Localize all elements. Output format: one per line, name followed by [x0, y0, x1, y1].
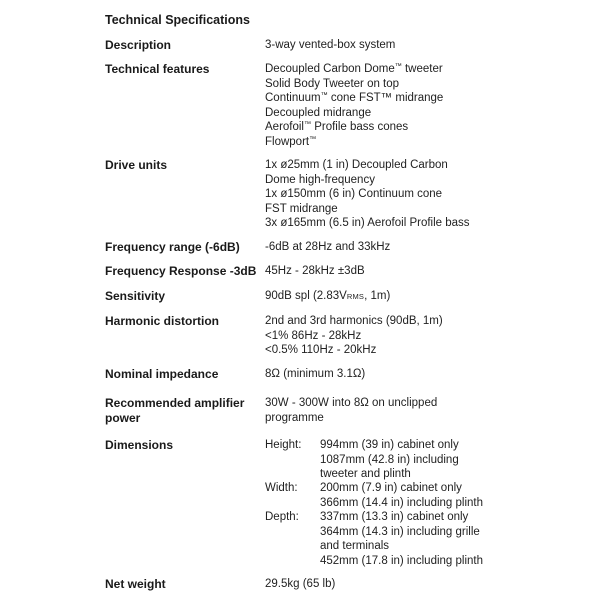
- label-net-weight: Net weight: [105, 577, 166, 591]
- page-title: Technical Specifications: [105, 13, 250, 27]
- feature-line: Decoupled Carbon Dome™ tweeter: [265, 63, 443, 75]
- drive-unit-line: 3x ø165mm (6.5 in) Aerofoil Profile bass: [265, 217, 470, 230]
- value-drive-units: [265, 158, 565, 231]
- feature-line: Flowport™: [265, 135, 317, 148]
- label-harmonic-distortion: Harmonic distortion: [105, 314, 220, 328]
- drive-unit-line: 1x ø25mm (1 in) Decoupled Carbon: [265, 159, 448, 171]
- dimension-value-width: 200mm (7.9 in) cabinet only 366mm (14.4 in) including plinth: [320, 482, 484, 509]
- dimension-value-depth: 337mm (13.3 in) cabinet only 364mm (14.3 in) including grille and terminals 452mm (17.8 in) including plinth: [320, 511, 484, 567]
- feature-line: Aerofoil™ Profile bass cones: [265, 121, 409, 134]
- label-nominal-impedance: Nominal impedance: [105, 367, 219, 381]
- dimension-key-depth: Depth:: [265, 511, 299, 523]
- value-nominal-impedance: 8Ω (minimum 3.1Ω): [265, 368, 366, 380]
- value-net-weight: 29.5kg (65 lb): [265, 578, 336, 590]
- label-description: Description: [105, 38, 172, 52]
- label-technical-features: Technical features: [105, 62, 210, 76]
- value-frequency-range: -6dB at 28Hz and 33kHz: [265, 241, 391, 253]
- label-frequency-response: Frequency Response -3dB: [105, 264, 257, 278]
- label-recommended-amplifier-power: Recommended amplifier power: [105, 396, 245, 425]
- dimension-key-height: Height:: [265, 439, 302, 451]
- label-sensitivity: Sensitivity: [105, 289, 166, 303]
- value-description: 3-way vented-box system: [265, 39, 396, 51]
- value-harmonic-distortion: [265, 314, 565, 358]
- value-technical-features: [265, 62, 565, 150]
- feature-line: Continuum™ cone FST™ midrange: [265, 92, 444, 105]
- dimension-value-height: 994mm (39 in) cabinet only 1087mm (42.8 in) including tweeter and plinth: [320, 439, 459, 481]
- label-dimensions: Dimensions: [105, 438, 174, 452]
- distortion-line: 2nd and 3rd harmonics (90dB, 1m): [265, 315, 443, 327]
- label-frequency-range: Frequency range (-6dB): [105, 240, 240, 254]
- drive-unit-line: Dome high-frequency: [265, 173, 375, 186]
- distortion-line: <0.5% 110Hz - 20kHz: [265, 344, 377, 357]
- value-sensitivity: 90dB spl (2.83VRMS, 1m): [265, 290, 391, 302]
- dimension-key-width: Width:: [265, 482, 298, 494]
- value-recommended-amplifier-power: 30W - 300W into 8Ω on unclipped programme: [265, 397, 438, 424]
- drive-unit-line: 1x ø150mm (6 in) Continuum cone: [265, 188, 443, 201]
- distortion-line: <1% 86Hz - 28kHz: [265, 329, 362, 342]
- label-drive-units: Drive units: [105, 158, 168, 172]
- value-frequency-response: 45Hz - 28kHz ±3dB: [265, 265, 365, 277]
- drive-unit-line: FST midrange: [265, 202, 338, 215]
- feature-line: Decoupled midrange: [265, 106, 372, 119]
- feature-line: Solid Body Tweeter on top: [265, 77, 400, 90]
